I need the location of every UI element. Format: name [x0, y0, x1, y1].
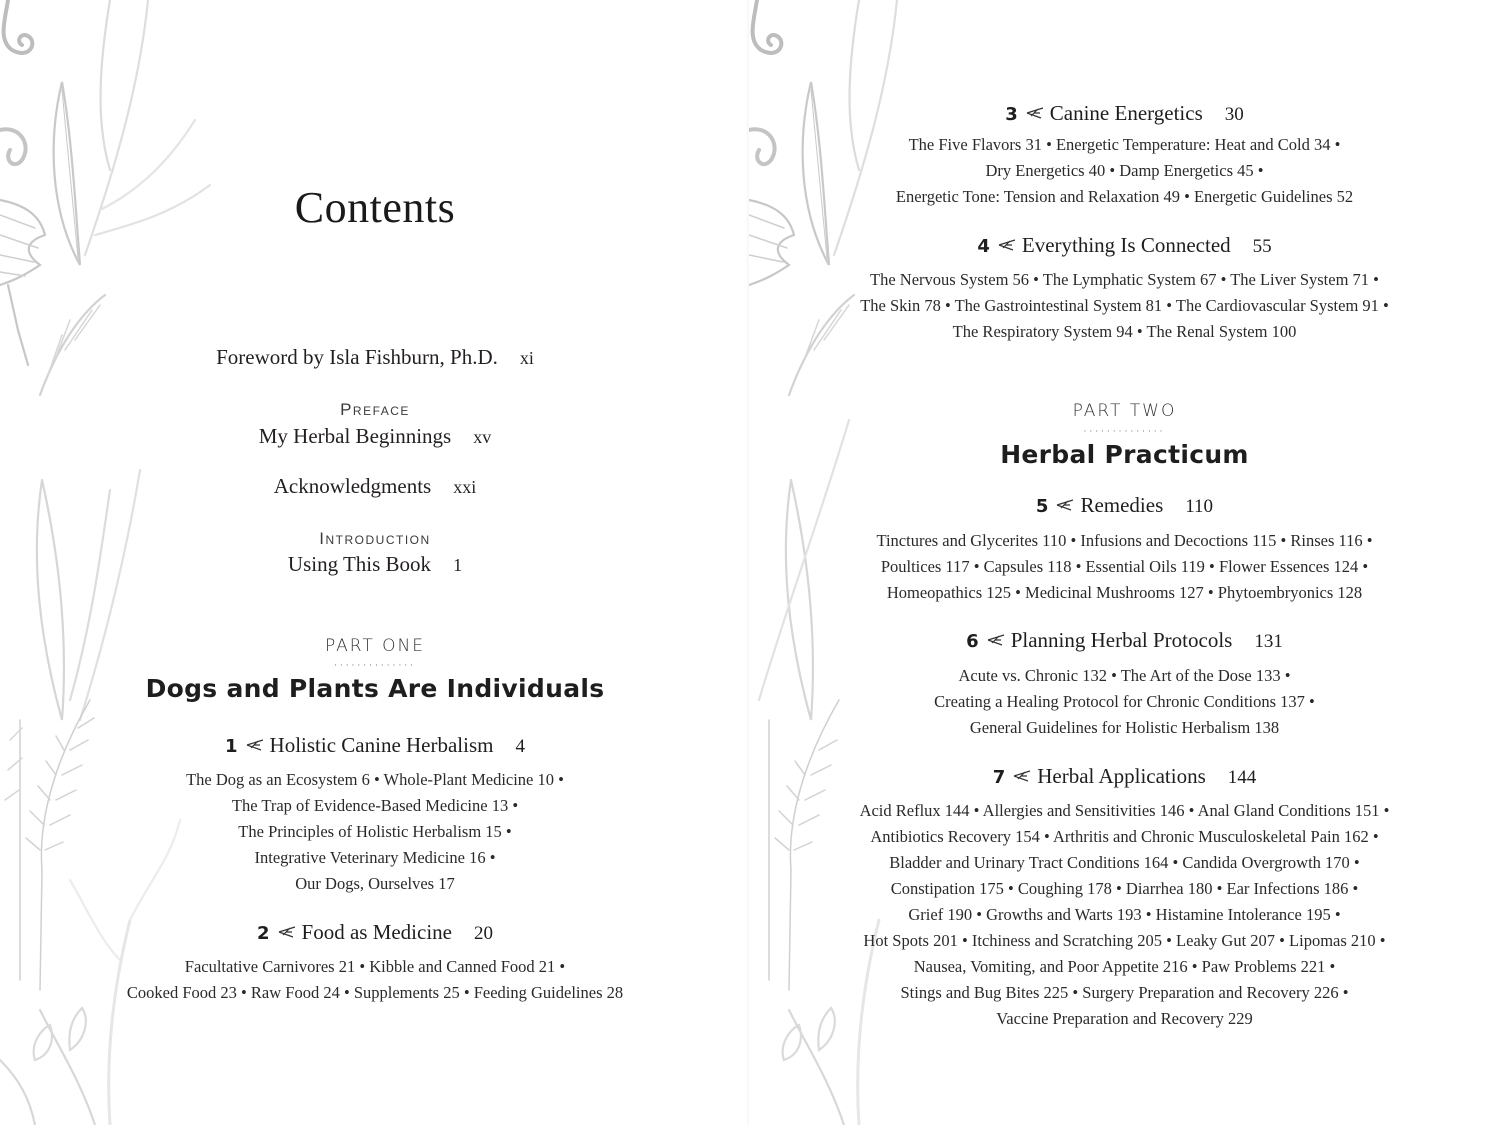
chapter-ornament-icon — [278, 926, 296, 938]
chapter-number: 4 — [977, 236, 990, 257]
section-line: Dry Energetics 40 • Damp Energetics 45 • — [985, 161, 1264, 180]
chapter-number: 5 — [1035, 496, 1049, 517]
toc-chapter-6[interactable] — [749, 628, 1500, 653]
chapter-2-sections — [0, 954, 750, 1006]
section-line: The Skin 78 • The Gastrointestinal System 81 • The Cardiovascular System 91 • — [860, 296, 1389, 315]
part-label: PART ONE — [325, 636, 425, 656]
section-line: Poultices 117 • Capsules 118 • Essential Oils 119 • Flower Essences 124 • — [880, 557, 1369, 576]
section-line: Vaccine Preparation and Recovery 229 — [996, 1009, 1253, 1028]
chapter-page: 110 — [1185, 496, 1214, 517]
chapter-7-sections — [749, 798, 1500, 1032]
chapter-number: 2 — [256, 923, 270, 944]
chapter-3-sections — [749, 132, 1500, 210]
chapter-page: 30 — [1224, 104, 1244, 125]
chapter-ornament-icon — [987, 634, 1005, 646]
section-line: Homeopathics 125 • Medicinal Mushrooms 127 • Phytoembryonics 128 — [886, 583, 1363, 602]
page-title: Contents — [294, 183, 456, 232]
chapter-page: 131 — [1254, 631, 1283, 652]
section-line: Bladder and Urinary Tract Conditions 164 • Candida Overgrowth 170 • — [889, 853, 1360, 872]
section-line: Cooked Food 23 • Raw Food 24 • Supplements 25 • Feeding Guidelines 28 — [126, 983, 624, 1002]
chapter-page: 4 — [515, 736, 525, 757]
section-line: The Dog as an Ecosystem 6 • Whole-Plant Medicine 10 • — [186, 770, 564, 789]
part-title: Dogs and Plants Are Individuals — [145, 674, 605, 703]
section-line: Hot Spots 201 • Itchiness and Scratching 205 • Leaky Gut 207 • Lipomas 210 • — [863, 931, 1386, 950]
chapter-number: 3 — [1005, 104, 1018, 125]
chapter-1-sections — [0, 767, 750, 897]
chapter-6-sections — [749, 663, 1500, 741]
section-line: The Five Flavors 31 • Energetic Temperature: Heat and Cold 34 • — [908, 135, 1341, 154]
chapter-title: Planning Herbal Protocols — [1010, 628, 1233, 652]
chapter-page: 55 — [1252, 236, 1272, 257]
section-line: Creating a Healing Protocol for Chronic Conditions 137 • — [934, 692, 1315, 711]
section-line: Nausea, Vomiting, and Poor Appetite 216 • Paw Problems 221 • — [913, 957, 1336, 976]
part-divider-dots: ·············· — [333, 661, 417, 671]
chapter-ornament-icon — [998, 239, 1016, 251]
toc-chapter-7[interactable] — [749, 764, 1500, 789]
entry-title: My Herbal Beginnings — [258, 424, 452, 448]
toc-chapter-4[interactable] — [749, 233, 1500, 258]
chapter-title: Food as Medicine — [301, 920, 452, 944]
chapter-page: 144 — [1227, 767, 1257, 788]
chapter-title: Canine Energetics — [1049, 101, 1203, 125]
chapter-page: 20 — [474, 923, 493, 944]
entry-title: Acknowledgments — [273, 474, 432, 498]
chapter-number: 1 — [225, 736, 238, 757]
toc-chapter-3[interactable] — [749, 101, 1500, 126]
part-label: PART TWO — [1072, 401, 1177, 421]
section-line: Facultative Carnivores 21 • Kibble and Canned Food 21 • — [184, 957, 566, 976]
chapter-ornament-icon — [1056, 499, 1074, 511]
section-line: The Principles of Holistic Herbalism 15 • — [238, 822, 512, 841]
section-line: Acid Reflux 144 • Allergies and Sensitivities 146 • Anal Gland Conditions 151 • — [859, 801, 1390, 820]
chapter-title: Holistic Canine Herbalism — [269, 733, 494, 757]
section-line: General Guidelines for Holistic Herbalism 138 — [969, 718, 1280, 737]
toc-chapter-5[interactable] — [749, 493, 1500, 518]
section-line: Integrative Veterinary Medicine 16 • — [254, 848, 496, 867]
right-page — [749, 0, 1500, 1125]
section-line: Tinctures and Glycerites 110 • Infusions and Decoctions 115 • Rinses 116 • — [876, 531, 1373, 550]
entry-page: xv — [473, 427, 492, 447]
entry-page: 1 — [453, 555, 463, 575]
toc-entry-acknowledgments[interactable] — [0, 474, 750, 499]
section-line: Grief 190 • Growths and Warts 193 • Histamine Intolerance 195 • — [908, 905, 1341, 924]
entry-page: xi — [519, 348, 534, 368]
chapter-title: Remedies — [1080, 493, 1164, 517]
chapter-ornament-icon — [246, 739, 264, 751]
section-line: The Trap of Evidence-Based Medicine 13 • — [231, 796, 519, 815]
section-label-preface: Preface — [340, 400, 410, 419]
section-line: The Nervous System 56 • The Lymphatic System 67 • The Liver System 71 • — [870, 270, 1379, 289]
section-line: Antibiotics Recovery 154 • Arthritis and Chronic Musculoskeletal Pain 162 • — [870, 827, 1379, 846]
chapter-4-sections — [749, 267, 1500, 345]
toc-chapter-1[interactable] — [0, 733, 750, 758]
chapter-5-sections — [749, 528, 1500, 606]
section-line: Acute vs. Chronic 132 • The Art of the Dose 133 • — [958, 666, 1291, 685]
part-divider-dots: ·············· — [1083, 427, 1166, 437]
chapter-title: Herbal Applications — [1037, 764, 1206, 788]
section-line: Energetic Tone: Tension and Relaxation 49 • Energetic Guidelines 52 — [895, 187, 1354, 206]
entry-page: xxi — [453, 477, 477, 497]
chapter-ornament-icon — [1026, 107, 1044, 119]
entry-title: Foreword by Isla Fishburn, Ph.D. — [216, 345, 498, 369]
chapter-title: Everything Is Connected — [1021, 233, 1231, 257]
section-line: Stings and Bug Bites 225 • Surgery Preparation and Recovery 226 • — [900, 983, 1349, 1002]
toc-entry-preface[interactable] — [0, 424, 750, 449]
toc-entry-introduction[interactable] — [0, 552, 750, 577]
toc-entry-foreword[interactable] — [0, 345, 750, 370]
section-line: Constipation 175 • Coughing 178 • Diarrhea 180 • Ear Infections 186 • — [890, 879, 1359, 898]
chapter-number: 7 — [992, 767, 1006, 788]
section-line: Our Dogs, Ourselves 17 — [295, 874, 455, 893]
chapter-number: 6 — [966, 631, 979, 652]
section-label-introduction: Introduction — [319, 529, 431, 548]
toc-chapter-2[interactable] — [0, 920, 750, 945]
chapter-ornament-icon — [1013, 770, 1031, 782]
entry-title: Using This Book — [287, 552, 432, 576]
part-title: Herbal Practicum — [1000, 440, 1249, 469]
section-line: The Respiratory System 94 • The Renal System 100 — [952, 322, 1297, 341]
toc-right-content — [749, 0, 1500, 1125]
